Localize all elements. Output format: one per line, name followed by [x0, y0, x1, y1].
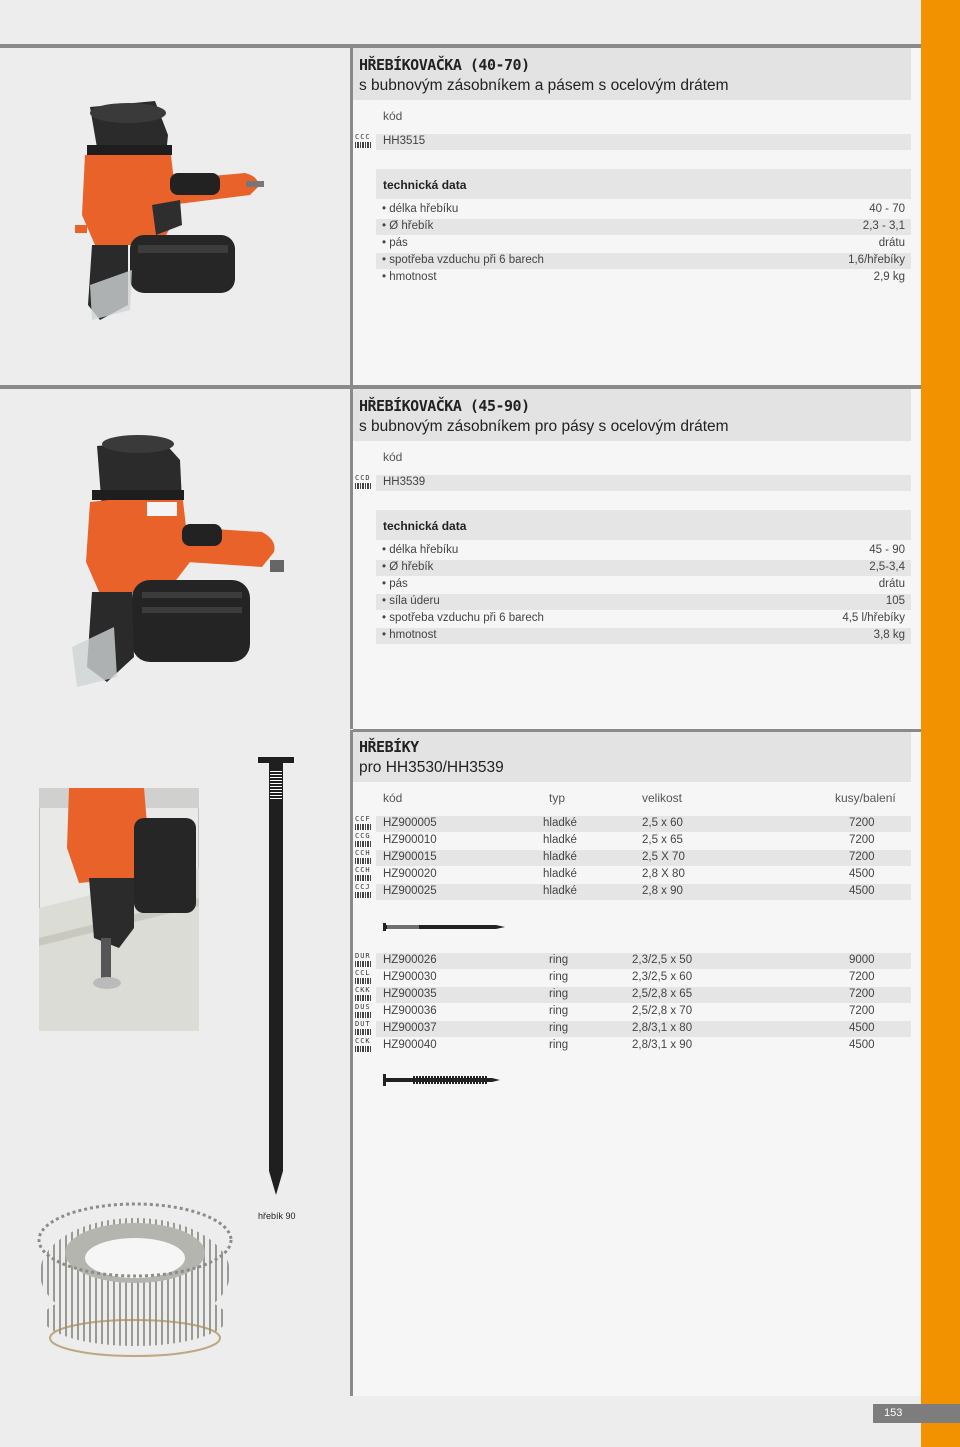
barcode-icon	[355, 961, 371, 967]
nail-code: HZ900010	[383, 834, 437, 846]
spec-name: • Ø hřebík	[382, 561, 434, 573]
nail-row	[376, 1004, 911, 1020]
nail-code: HZ900020	[383, 868, 437, 880]
spec-row	[376, 577, 911, 593]
nail-type: ring	[549, 954, 569, 966]
nailer-2-image	[62, 432, 292, 692]
nail-row	[376, 970, 911, 986]
nailer-1-image	[60, 95, 270, 325]
nail-code: HZ900030	[383, 971, 437, 983]
product-2-kod-label: kód	[383, 450, 403, 464]
spec-name: • síla úderu	[382, 595, 440, 607]
product-1-subtitle: s bubnovým zásobníkem a pásem s ocelovým drátem	[359, 77, 729, 94]
spec-row	[376, 219, 911, 235]
spec-value: 3,8 kg	[873, 629, 905, 641]
nail-code: HZ900036	[383, 1005, 437, 1017]
nail-qty: 7200	[849, 1005, 875, 1017]
spec-row	[376, 594, 911, 610]
spec-name: • spotřeba vzduchu při 6 barech	[382, 612, 544, 624]
nail-code-tag: CCH	[355, 850, 372, 864]
spec-row	[376, 253, 911, 269]
spec-row	[376, 270, 911, 286]
spec-name: • hmotnost	[382, 629, 437, 641]
product-2-code-tag: CCD	[355, 475, 372, 489]
nail-qty: 7200	[849, 971, 875, 983]
nails-col-velikost: velikost	[642, 791, 683, 805]
nails-subtitle: pro HH3530/HH3539	[359, 759, 504, 776]
barcode-icon	[355, 1046, 371, 1052]
nail-row	[376, 884, 911, 900]
nail-row	[376, 1038, 911, 1054]
nail-size: 2,5/2,8 x 65	[632, 988, 693, 1000]
nail-size: 2,8 x 90	[642, 885, 683, 897]
barcode-icon	[355, 858, 371, 864]
nail-size: 2,5/2,8 x 70	[632, 1005, 693, 1017]
nails-col-kusy: kusy/balení	[835, 791, 896, 805]
nails-col-typ: typ	[549, 791, 566, 805]
nail-code-tag: DUT	[355, 1021, 372, 1035]
nail-qty: 7200	[849, 988, 875, 1000]
nail-code-tag: CCG	[355, 833, 372, 847]
barcode-icon	[355, 1029, 371, 1035]
barcode-icon	[355, 995, 371, 1001]
spec-value: 2,3 - 3,1	[862, 220, 905, 232]
nail-code-tag: CCF	[355, 816, 372, 830]
page-number-tab	[873, 1404, 960, 1423]
spec-row	[376, 560, 911, 576]
nail-type: hladké	[543, 851, 577, 863]
nail-row	[376, 1021, 911, 1037]
page-number: 153	[884, 1407, 903, 1419]
spec-name: • délka hřebíku	[382, 544, 459, 556]
nail-type: ring	[549, 1039, 569, 1051]
nail-qty: 7200	[849, 834, 875, 846]
nail-type: hladké	[543, 817, 577, 829]
spec-name: • pás	[382, 578, 408, 590]
nail-type: hladké	[543, 868, 577, 880]
nailer-in-use-photo	[39, 788, 199, 1031]
nail-qty: 4500	[849, 868, 875, 880]
product-2-title-block	[353, 389, 911, 441]
product-2-subtitle: s bubnovým zásobníkem pro pásy s ocelovým drátem	[359, 418, 729, 435]
ring-nail-image	[383, 1073, 503, 1087]
nail-qty: 4500	[849, 1039, 875, 1051]
nail-size: 2,3/2,5 x 60	[632, 971, 693, 983]
nail-size: 2,3/2,5 x 50	[632, 954, 693, 966]
nail-type: ring	[549, 1022, 569, 1034]
spec-name: • spotřeba vzduchu při 6 barech	[382, 254, 544, 266]
nail-row	[376, 953, 911, 969]
spec-value: drátu	[878, 237, 905, 249]
nails-title: HŘEBÍKY	[359, 738, 419, 756]
spec-value: 2,5-3,4	[869, 561, 905, 573]
product-2-tech-header: technická data	[376, 510, 911, 540]
nail-code: HZ900040	[383, 1039, 437, 1051]
product-1-title-block	[353, 48, 911, 100]
nail-qty: 4500	[849, 885, 875, 897]
product-1-tech-header: technická data	[376, 169, 911, 199]
barcode-icon	[355, 841, 371, 847]
nail-caption: hřebík 90	[258, 1211, 296, 1221]
barcode-icon	[355, 1012, 371, 1018]
spec-row	[376, 236, 911, 252]
nail-type: hladké	[543, 885, 577, 897]
product-2-code-row: HH3539	[376, 475, 911, 491]
nail-qty: 7200	[849, 851, 875, 863]
barcode-icon	[355, 892, 371, 898]
nail-row	[376, 867, 911, 883]
nail-code: HZ900025	[383, 885, 437, 897]
nail-code-tag: CCL	[355, 970, 372, 984]
spec-value: 2,9 kg	[873, 271, 905, 283]
nail-type: ring	[549, 971, 569, 983]
nail-code-tag: CKK	[355, 987, 372, 1001]
smooth-nail-image	[383, 921, 508, 933]
vertical-nail-image	[256, 757, 296, 1197]
nail-row	[376, 850, 911, 866]
nail-code-tag: DUR	[355, 953, 372, 967]
spec-name: • pás	[382, 237, 408, 249]
product-1-code-tag: CCC	[355, 134, 372, 148]
barcode-icon	[355, 142, 371, 148]
barcode-icon	[355, 824, 371, 830]
spec-row	[376, 611, 911, 627]
nail-row	[376, 833, 911, 849]
barcode-icon	[355, 483, 371, 489]
spec-name: • hmotnost	[382, 271, 437, 283]
nail-row	[376, 816, 911, 832]
spec-value: 45 - 90	[869, 544, 905, 556]
nail-size: 2,8/3,1 x 90	[632, 1039, 693, 1051]
barcode-icon	[355, 875, 371, 881]
nail-size: 2,5 x 65	[642, 834, 683, 846]
barcode-icon	[355, 978, 371, 984]
spec-value: drátu	[878, 578, 905, 590]
spec-value: 1,6/hřebíky	[848, 254, 905, 266]
nail-row	[376, 987, 911, 1003]
spec-value: 4,5 l/hřebíky	[842, 612, 905, 624]
nail-size: 2,8/3,1 x 80	[632, 1022, 693, 1034]
nail-qty: 4500	[849, 1022, 875, 1034]
nail-type: ring	[549, 988, 569, 1000]
nail-size: 2,8 X 80	[642, 868, 685, 880]
nail-qty: 9000	[849, 954, 875, 966]
spec-name: • délka hřebíku	[382, 203, 459, 215]
spec-row	[376, 543, 911, 559]
nail-code-tag: CCH	[355, 867, 372, 881]
orange-side-bar	[921, 0, 960, 1447]
product-1-code-row: HH3515	[376, 134, 911, 150]
nail-type: hladké	[543, 834, 577, 846]
nail-qty: 7200	[849, 817, 875, 829]
spec-row	[376, 202, 911, 218]
nail-code-tag: DUS	[355, 1004, 372, 1018]
spec-value: 105	[885, 595, 905, 607]
nail-code: HZ900026	[383, 954, 437, 966]
nail-code: HZ900015	[383, 851, 437, 863]
product-1-title: HŘEBÍKOVAČKA (40-70)	[359, 56, 530, 74]
nails-col-kod: kód	[383, 791, 403, 805]
nail-type: ring	[549, 1005, 569, 1017]
nail-size: 2,5 X 70	[642, 851, 685, 863]
nail-code: HZ900037	[383, 1022, 437, 1034]
spec-row	[376, 628, 911, 644]
nail-code: HZ900035	[383, 988, 437, 1000]
product-1-kod-label: kód	[383, 109, 403, 123]
spec-value: 40 - 70	[869, 203, 905, 215]
nail-size: 2,5 x 60	[642, 817, 683, 829]
nail-code: HZ900005	[383, 817, 437, 829]
nail-code-tag: CCK	[355, 1038, 372, 1052]
nail-code-tag: CCJ	[355, 884, 372, 898]
nails-title-block	[353, 732, 911, 782]
spec-name: • Ø hřebík	[382, 220, 434, 232]
nail-coil-image	[33, 1198, 238, 1368]
product-2-title: HŘEBÍKOVAČKA (45-90)	[359, 397, 530, 415]
